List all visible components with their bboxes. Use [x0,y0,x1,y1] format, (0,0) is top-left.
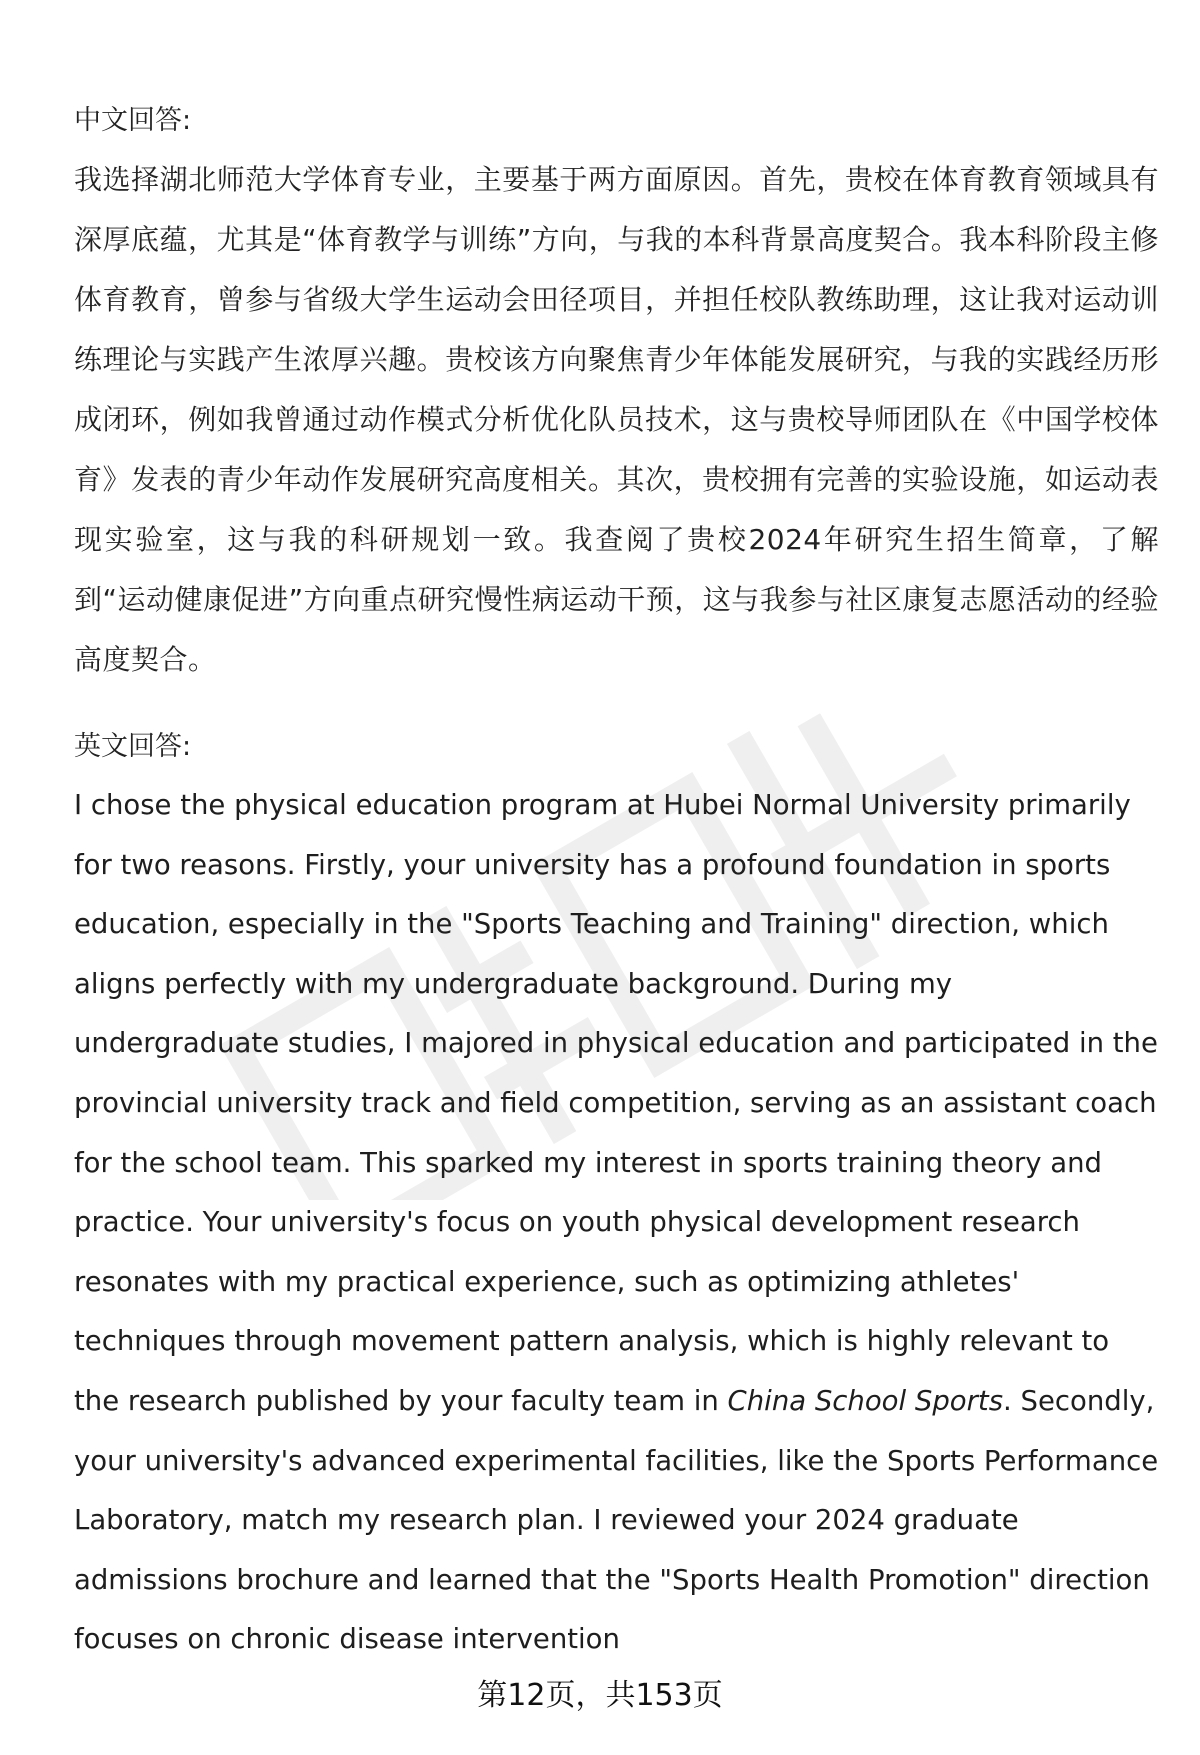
page-indicator: 第12页，共153页 [477,1678,723,1713]
journal-title: China School Sports [727,1384,1004,1417]
english-answer-text-part1: I chose the physical education program at Hubei Normal University primarily for two reasons. Firstly, your university has a profound foundation in sports education, especially in the "Sports Teaching and Training" direction, which aligns perfectly with my undergraduate background. During my undergraduate studies, I majored in physical education and participated in the provincial university track and field competition, serving as an assistant coach for the school team. This sparked my interest in sports training theory and practice. Your university's focus on youth physical development research resonates with my practical experience, such as optimizing athletes' techniques through movement pattern analysis, which is highly relevant to the research published by your faculty team in [74,789,1158,1417]
english-answer-paragraph [74,776,1159,1670]
chinese-answer-label: 中文回答: [74,105,192,136]
document-body [74,92,1159,1670]
chinese-answer-paragraph: 我选择湖北师范大学体育专业，主要基于两方面原因。首先，贵校在体育教育领域具有深厚底蕴，尤其是“体育教学与训练”方向，与我的本科背景高度契合。我本科阶段主修体育教育，曾参与省级大学生运动会田径项目，并担任校队教练助理，这让我对运动训练理论与实践产生浓厚兴趣。贵校该方向聚焦青少年体能发展研究，与我的实践经历形成闭环，例如我曾通过动作模式分析优化队员技术，这与贵校导师团队在《中国学校体育》发表的青少年动作发展研究高度相关。其次，贵校拥有完善的实验设施，如运动表现实验室，这与我的科研规划一致。我查阅了贵校2024年研究生招生简章，了解到“运动健康促进”方向重点研究慢性病运动干预，这与我参与社区康复志愿活动的经验高度契合。 [74,163,1159,676]
english-answer-label: 英文回答: [74,731,192,762]
english-answer-text-part2: . Secondly, your university's advanced experimental facilities, like the Sports Performance Laboratory, match my research plan. I reviewed your 2024 graduate admissions brochure and learned that the "Sports Health Promotion" direction focuses on chronic disease intervention [74,1384,1159,1656]
